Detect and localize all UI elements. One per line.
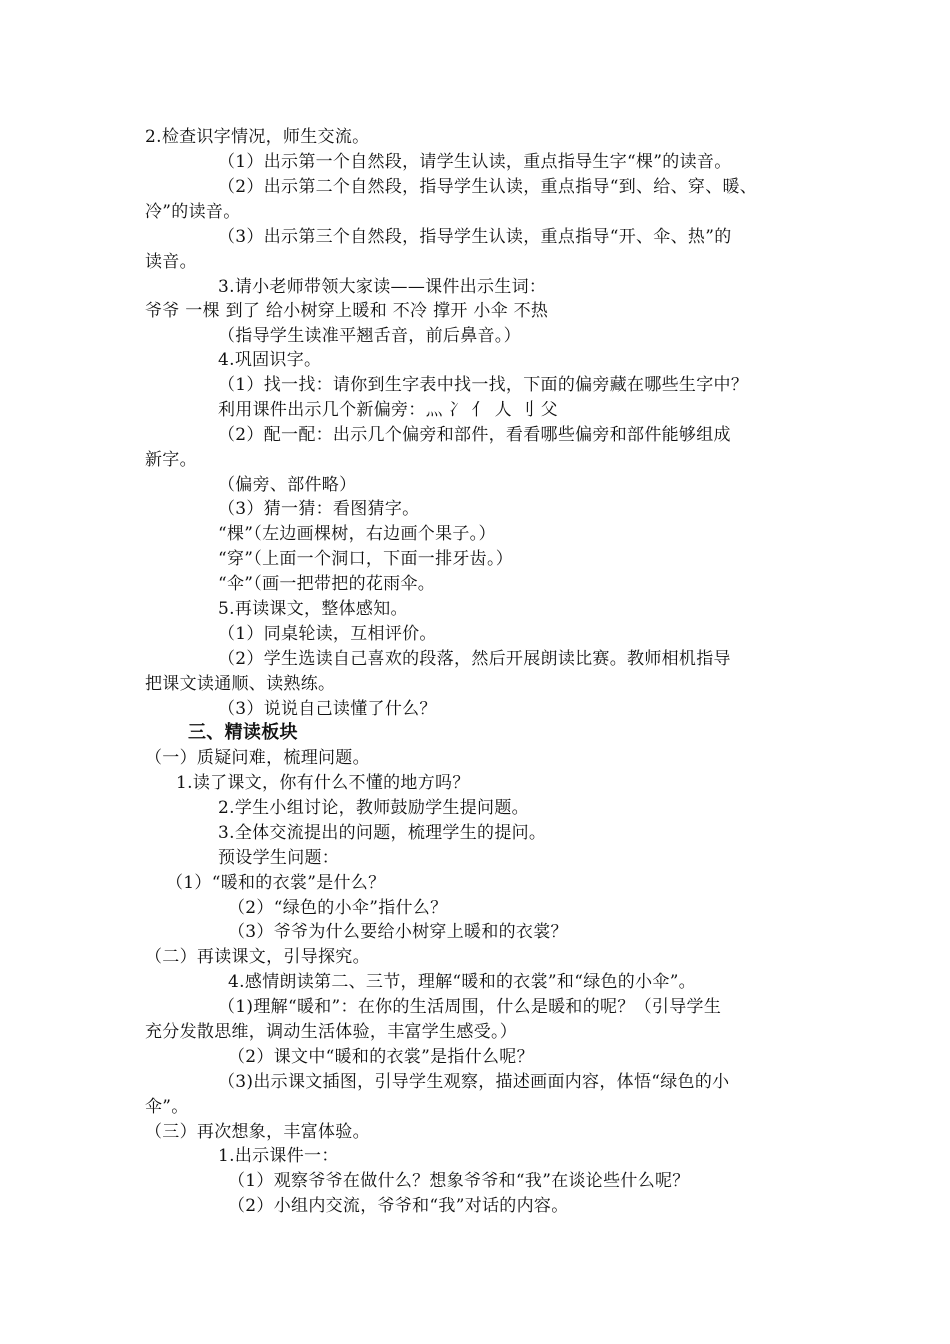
text-line: （1）“暖和的衣裳”是什么？ [166,873,386,893]
section-heading: 三、精读板块 [188,722,298,743]
text-line: （2）“绿色的小伞”指什么？ [228,898,448,918]
text-line: （2）学生选读自己喜欢的段落，然后开展朗读比赛。教师相机指导 [218,649,731,669]
text-line: （3)出示课文插图，引导学生观察，描述画面内容，体悟“绿色的小 [218,1072,730,1092]
text-line: 1.读了课文，你有什么不懂的地方吗？ [176,773,470,793]
text-line: （指导学生读准平翘舌音，前后鼻音。） [218,326,521,346]
text-line: 读音。 [145,252,197,272]
text-line: 伞”。 [145,1097,189,1117]
text-line: （3）出示第三个自然段，指导学生认读，重点指导“开、伞、热”的 [218,227,732,247]
text-line: （3）说说自己读懂了什么？ [218,699,437,719]
text-line: （2）小组内交流，爷爷和“我”对话的内容。 [228,1196,569,1216]
text-line: 1.出示课件一： [218,1146,339,1166]
text-line: （3）爷爷为什么要给小树穿上暖和的衣裳？ [228,922,568,942]
text-line: 冷”的读音。 [145,202,241,222]
text-line: “穿”（上面一个洞口，下面一排牙齿。） [218,549,514,569]
text-line: （2）出示第二个自然段，指导学生认读，重点指导“到、给、穿、暖、 [218,177,758,197]
text-line: 爷爷 一棵 到了 给小树穿上暖和 不冷 撑开 小伞 不热 [145,301,549,321]
text-line: 把课文读通顺、读熟练。 [145,674,336,694]
text-line: （一）质疑问难，梳理问题。 [145,748,370,768]
text-line: （1)理解“暖和”：在你的生活周围，什么是暖和的呢？（引导学生 [218,997,722,1017]
text-line: （偏旁、部件略） [218,475,357,495]
text-line: （2）课文中“暖和的衣裳”是指什么呢？ [228,1047,534,1067]
text-line: 3.请小老师带领大家读——课件出示生词： [218,277,547,297]
text-line: （三）再次想象，丰富体验。 [145,1122,370,1142]
text-line: （1）同桌轮读，互相评价。 [218,624,437,644]
text-line: （1）找一找：请你到生字表中找一找，下面的偏旁藏在哪些生字中？ [218,375,749,395]
text-line: （二）再读课文，引导探究。 [145,947,370,967]
text-line: 新字。 [145,450,197,470]
text-line: 预设学生问题： [218,848,340,868]
text-line: 4.感情朗读第二、三节，理解“暖和的衣裳”和“绿色的小伞”。 [228,972,696,992]
text-line: 2.学生小组讨论，教师鼓励学生提问题。 [218,798,529,818]
text-line: 5.再读课文，整体感知。 [218,599,408,619]
text-line: （1）出示第一个自然段，请学生认读，重点指导生字“棵”的读音。 [218,152,732,172]
text-line: “棵”（左边画棵树，右边画个果子。） [218,524,496,544]
text-line: “伞”（画一把带把的花雨伞。 [218,574,436,594]
text-line: （2）配一配：出示几个偏旁和部件，看看哪些偏旁和部件能够组成 [218,425,731,445]
text-line: （1）观察爷爷在做什么？想象爷爷和“我”在谈论些什么呢？ [228,1171,690,1191]
text-line: 利用课件出示几个新偏旁：灬 冫 亻 人 刂 父 [218,400,558,420]
text-line: 3.全体交流提出的问题，梳理学生的提问。 [218,823,547,843]
text-line: 充分发散思维，调动生活体验，丰富学生感受。） [145,1022,518,1042]
text-line: （3）猜一猜：看图猜字。 [218,499,420,519]
text-line: 4.巩固识字。 [218,350,322,370]
text-line: 2.检查识字情况，师生交流。 [145,127,370,147]
